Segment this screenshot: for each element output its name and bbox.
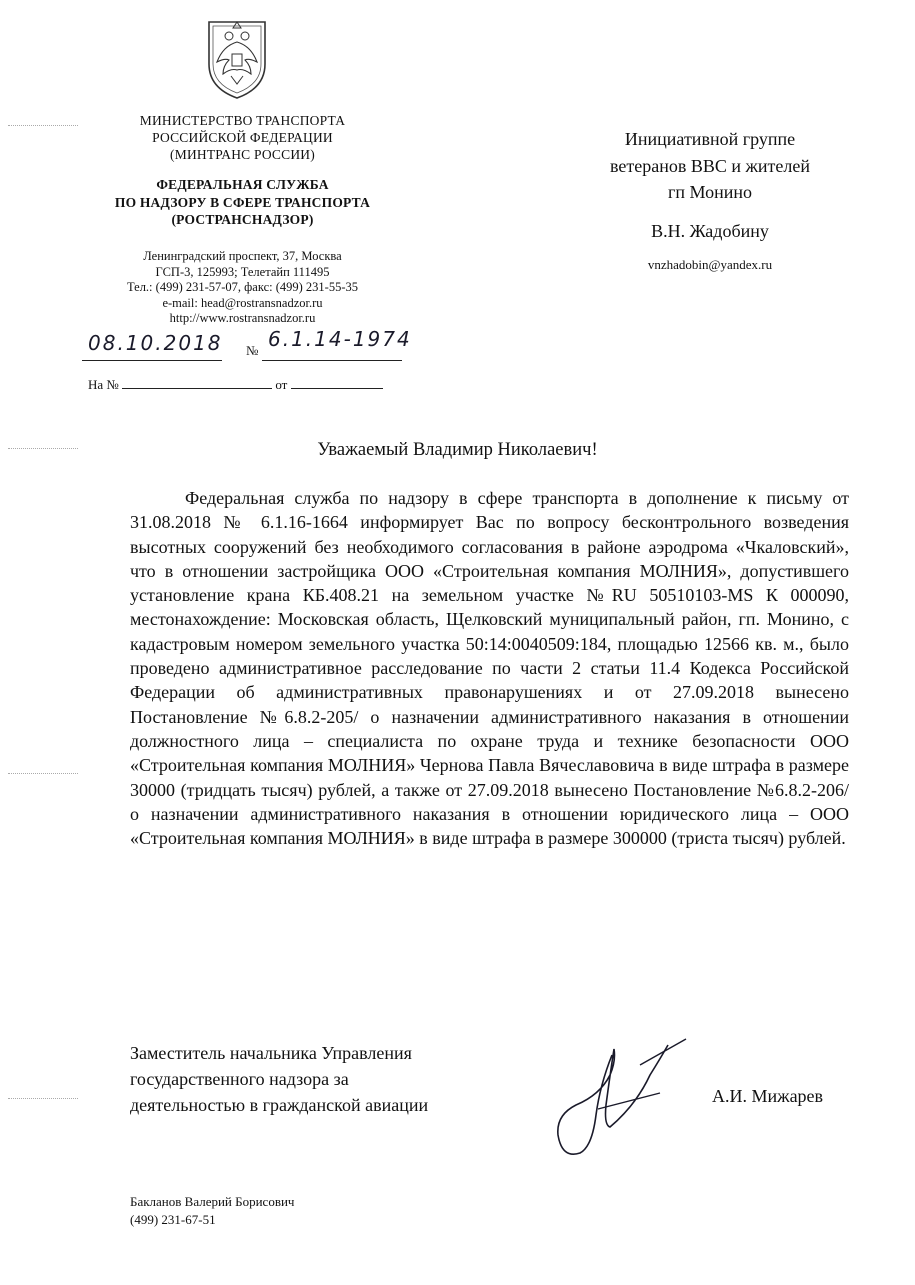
executor-block bbox=[130, 1193, 294, 1229]
contact-phone: Тел.: (499) 231-57-07, факс: (499) 231-55-35 bbox=[126, 280, 359, 295]
scan-margin-mark bbox=[8, 1098, 78, 1100]
ministry-line-3: (МИНТРАНС РОССИИ) bbox=[170, 147, 315, 162]
reference-prefix: На № bbox=[88, 377, 119, 392]
signer-position bbox=[130, 1040, 550, 1118]
signer-position-line-1: Заместитель начальника Управления bbox=[130, 1043, 412, 1063]
date-handwritten: 08.10.2018 bbox=[88, 331, 223, 355]
scan-margin-mark bbox=[8, 773, 78, 775]
coat-of-arms-emblem bbox=[201, 12, 273, 100]
letter-body: Федеральная служба по надзору в сфере транспорта в дополнение к письму от 31.08.2018 № 6.1.16-1664 информирует Вас по вопросу бесконтрольного возведения высотных сооружений без необходимого согласования в районе аэродрома «Чкаловский», что в отношении застройщика ООО «Строительная компания МОЛНИЯ», допустившего установление крана КБ.408.21 на земельном участке №RU 50510103-MS К 000090, местонахождение: Московская область, Щелковский муниципальный район, гп. Монино, с кадастровым номером земельного участка 50:14:0040509:184, площадью 12566 кв. м., было проведено административное расследование по части 2 статьи 11.4 Кодекса Российской Федерации об административных правонарушениях и от 27.09.2018 вынесено Постановление №6.8.2-205/ о назначении административного наказания в отношении должностного лица – специалиста по охране труда и технике безопасности ООО «Строительная компания МОЛНИЯ» Чернова Павла Вячеславовича в виде штрафа в размере 30000 (тридцать тысяч) рублей, а также от 27.09.2018 вынесено Постановление №6.8.2-206/ о назначении административного наказания в отношении юридического лица – ООО «Строительная компания МОЛНИЯ» в виде штрафа в размере 300000 (триста тысяч) рублей. bbox=[130, 488, 849, 849]
ministry-line-1: МИНИСТЕРСТВО ТРАНСПОРТА bbox=[139, 113, 346, 128]
ministry-line-2: РОССИЙСКОЙ ФЕДЕРАЦИИ bbox=[152, 130, 333, 145]
sender-contacts bbox=[90, 249, 395, 327]
contact-website: http://www.rostransnadzor.ru bbox=[169, 311, 316, 326]
reference-mid: от bbox=[275, 377, 288, 392]
handwritten-signature bbox=[540, 1035, 700, 1165]
recipient-line-1: Инициативной группе bbox=[624, 129, 796, 149]
reference-number-blank bbox=[122, 376, 272, 389]
contact-postal: ГСП-3, 125993; Телетайп 111495 bbox=[155, 264, 330, 279]
recipient-block bbox=[560, 126, 860, 279]
recipient-name: В.Н. Жадобину bbox=[651, 220, 769, 241]
service-line-1: ФЕДЕРАЛЬНАЯ СЛУЖБА bbox=[156, 177, 329, 192]
reference-line bbox=[88, 376, 383, 393]
reference-date-blank bbox=[291, 376, 383, 389]
executor-name: Бакланов Валерий Борисович bbox=[130, 1194, 295, 1209]
number-handwritten: 6.1.14-1974 bbox=[268, 327, 412, 351]
signer-name: А.И. Мижарев bbox=[712, 1086, 824, 1106]
signer-position-line-3: деятельностью в гражданской авиации bbox=[130, 1095, 429, 1115]
executor-phone: (499) 231-67-51 bbox=[130, 1212, 216, 1227]
number-label: № bbox=[246, 343, 259, 358]
greeting: Уважаемый Владимир Николаевич! bbox=[317, 440, 598, 460]
scan-margin-mark bbox=[8, 125, 78, 127]
ministry-name bbox=[90, 112, 395, 163]
contact-email: e-mail: head@rostransnadzor.ru bbox=[162, 295, 323, 310]
service-line-3: (РОСТРАНСНАДЗОР) bbox=[171, 212, 314, 227]
recipient-line-2: ветеранов ВВС и жителей bbox=[609, 155, 811, 176]
service-name bbox=[80, 176, 405, 229]
service-line-2: ПО НАДЗОРУ В СФЕРЕ ТРАНСПОРТА bbox=[114, 194, 371, 210]
signer-position-line-2: государственного надзора за bbox=[130, 1069, 349, 1089]
scan-margin-mark bbox=[8, 448, 78, 450]
recipient-line-3: гп Монино bbox=[668, 182, 752, 202]
recipient-email: vnzhadobin@yandex.ru bbox=[647, 257, 773, 272]
contact-address: Ленинградский проспект, 37, Москва bbox=[143, 249, 342, 263]
